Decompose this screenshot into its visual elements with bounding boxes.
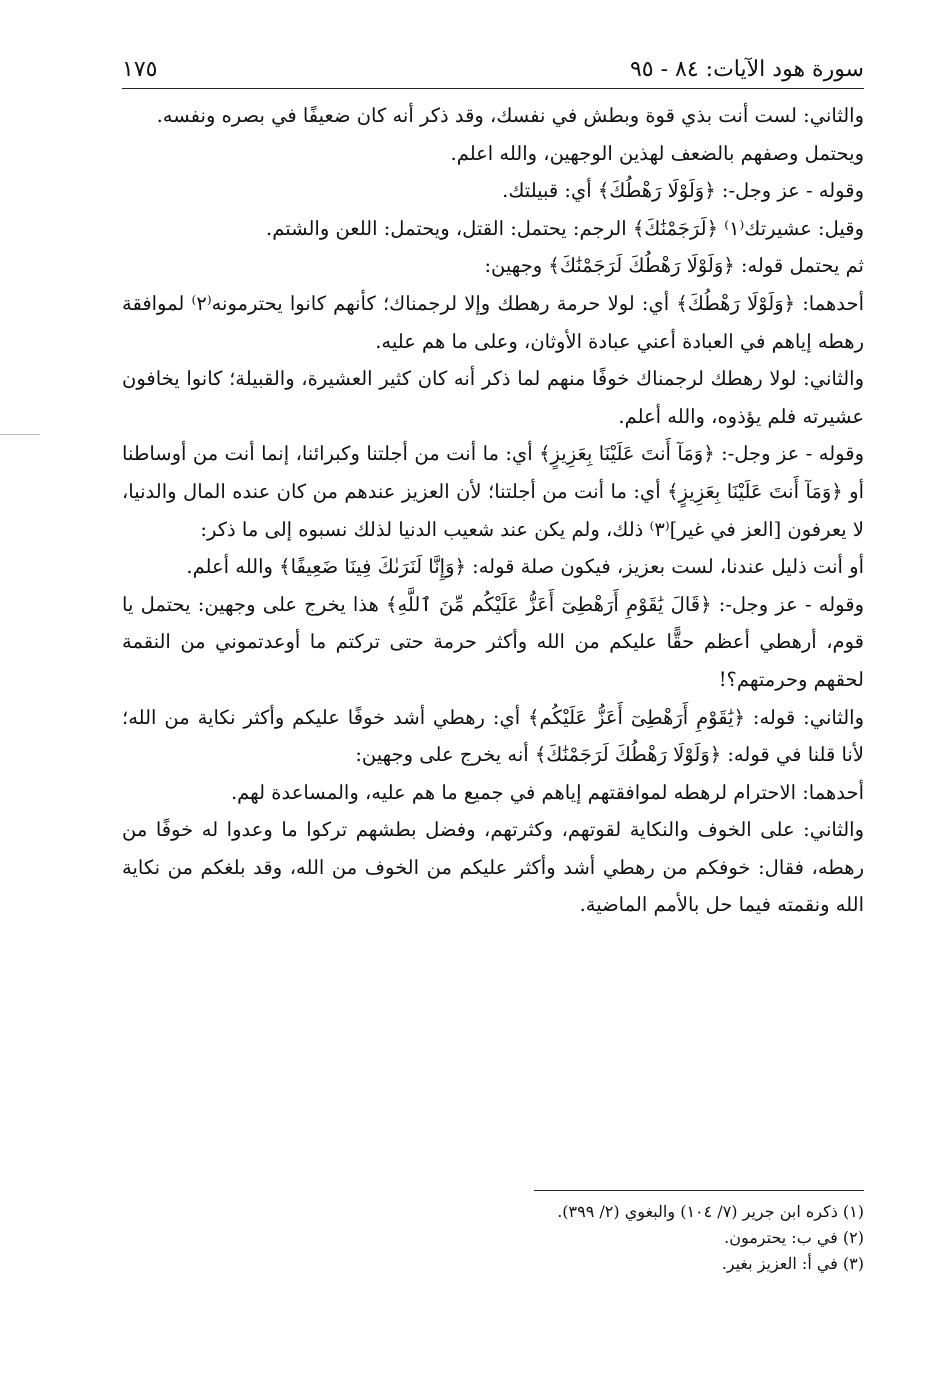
paragraph: والثاني: قوله: ﴿يَٰقَوْمِ أَرَهْطِىٓ أَعَزُّ عَلَيْكُم﴾ أي: رهطي أشد خوفًا عليكم وأكثر نكاية من الله؛ لأنا قلنا في قوله: ﴿وَلَوْلَا رَهْطُكَ لَرَجَمْنَٰكَ﴾ أنه يخرج على وجهين:	[122, 705, 864, 767]
margin-mark	[0, 434, 40, 435]
paragraph: أو أنت ذليل عندنا، لست بعزيز، فيكون صلة قوله: ﴿وَإِنَّا لَنَرَىٰكَ فِينَا ضَعِيفًا﴾ والله أعلم.	[186, 555, 864, 579]
paragraph: والثاني: على الخوف والنكاية لقوتهم، وكثرتهم، وفضل بطشهم تركوا ما وعدوا له خوفًا من رهطه، فقال: خوفكم من رهطي أشد وأكثر عليكم من الخوف من الله، وقد بلغكم من نكاية الله ونقمته فيما حل بالأمم الماضية.	[122, 818, 864, 917]
footnote: (٢) في ب: يحترمون.	[724, 1228, 864, 1247]
paragraph: أحدهما: ﴿وَلَوْلَا رَهْطُكَ﴾ أي: لولا حرمة رهطك وإلا لرجمناك؛ كأنهم كانوا يحترمونه⁽٢⁾ لموافقة رهطه إياهم في العبادة أعني عبادة الأوثان، وعلى ما هم عليه.	[122, 291, 864, 353]
paragraph: والثاني: لولا رهطك لرجمناك خوفًا منهم لما ذكر أنه كان كثير العشيرة، والقبيلة؛ كانوا يخافون عشيرته فلم يؤذوه، والله أعلم.	[122, 367, 864, 428]
page-header	[122, 40, 864, 89]
page-number: ١٧٥	[122, 57, 158, 82]
paragraph: ثم يحتمل قوله: ﴿وَلَوْلَا رَهْطُكَ لَرَجَمْنَٰكَ﴾ وجهين:	[484, 254, 864, 278]
chapter-title: سورة هود الآيات: ٨٤ - ٩٥	[629, 57, 864, 82]
paragraph: وقيل: عشيرتك⁽١⁾ ﴿لَرَجَمْنَٰكَ﴾ الرجم: يحتمل: القتل، ويحتمل: اللعن والشتم.	[266, 216, 864, 240]
paragraph: أحدهما: الاحترام لرهطه لموافقتهم إياهم في جميع ما هم عليه، والمساعدة لهم.	[230, 780, 864, 804]
paragraph: ويحتمل وصفهم بالضعف لهذين الوجهين، والله اعلم.	[450, 141, 864, 165]
paragraph: وقوله - عز وجل-: ﴿قَالَ يَٰقَوْمِ أَرَهْطِىٓ أَعَزُّ عَلَيْكُم مِّنَ ٱللَّهِ﴾ هذا يخرج على وجهين: يحتمل يا قوم، أرهطي أعظم حقًّا عليكم من الله وأكثر حرمة حتى تركتم ما أوعدتموني من النقمة لحقهم وحرمتهم؟!	[122, 592, 864, 691]
footnote-divider	[534, 1190, 864, 1191]
paragraph: وقوله - عز وجل-: ﴿وَلَوْلَا رَهْطُكَ﴾ أي: قبيلتك.	[502, 179, 864, 203]
paragraph: وقوله - عز وجل-: ﴿وَمَآ أَنتَ عَلَيْنَا بِعَزِيزٍ﴾ أي: ما أنت من أجلتنا وكبرائنا، إنما أنت من أوساطنا أو ﴿وَمَآ أَنتَ عَلَيْنَا بِعَزِيزٍ﴾ أي: ما أنت من أجلتنا؛ لأن العزيز عندهم من كان عنده المال والدنيا، لا يعرفون [العز في غير]⁽٣⁾ ذلك، ولم يكن عند شعيب الدنيا لذلك نسبوه إلى ما ذكر:	[122, 442, 864, 541]
footnotes	[122, 1190, 864, 1277]
footnote: (٣) في أ: العزيز بغير.	[721, 1254, 864, 1273]
footnote: (١) ذكره ابن جرير (٧/ ١٠٤) والبغوي (٢/ ٣٩٩).	[557, 1202, 864, 1221]
body-text	[122, 97, 864, 924]
paragraph: والثاني: لست أنت بذي قوة وبطش في نفسك، وقد ذكر أنه كان ضعيفًا في بصره ونفسه.	[156, 104, 864, 127]
book-page	[122, 40, 864, 1340]
